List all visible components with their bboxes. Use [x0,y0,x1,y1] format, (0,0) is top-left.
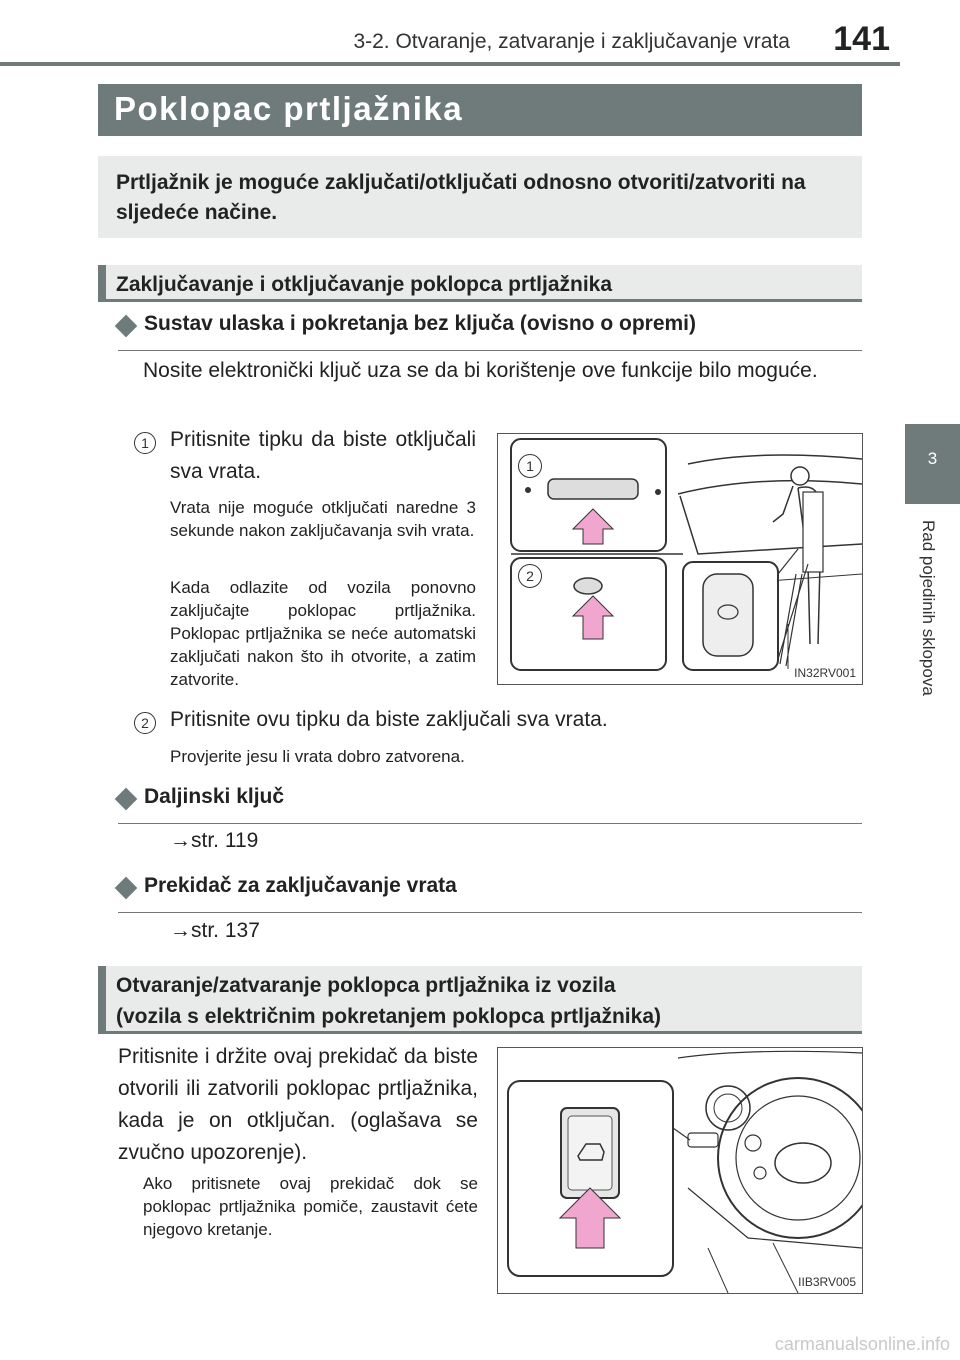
step-number-1: 1 [134,432,156,454]
section-heading-text: Zaključavanje i otključavanje poklopca prtljažnika [116,273,613,296]
figure-trunk-buttons [497,433,863,685]
step-number-2: 2 [134,712,156,734]
subheading-text: Sustav ulaska i pokretanja bez ključa (ovisno o opremi) [144,312,696,335]
figure-trunk-switch [497,1047,863,1294]
figure-callout-1: 1 [518,454,542,478]
figure-code: IN32RV001 [794,666,856,680]
dashboard-illustration [498,1048,862,1293]
figure-callout-2: 2 [518,564,542,588]
trunk-illustration [498,434,862,684]
section-heading-line-1: Otvaranje/zatvaranje poklopca prtljažnika iz vozila [116,974,616,997]
remote-key-page-link[interactable]: →str. 119 [170,829,259,852]
page-title: Poklopac prtljažnika [114,90,464,127]
intro-text: Prtljažnik je moguće zaključati/otključati odnosno otvoriti/zatvoriti na sljedeće načine. [116,171,806,224]
page-title-bar [98,84,862,136]
intro-box [98,156,862,238]
door-lock-switch-page-link[interactable]: →str. 137 [170,919,260,942]
chapter-label: Rad pojedinih sklopova [919,520,938,696]
page-number: 141 [833,20,890,58]
section-heading-power-trunk [98,966,862,1034]
chapter-tab[interactable]: 3 [905,424,960,504]
watermark: carmanualsonline.info [774,1334,950,1354]
diamond-bullet-icon [115,788,138,811]
step-1-note-1: Vrata nije moguće otključati naredne 3 sekunde nakon zaključavanja svih vrata. [170,498,476,540]
power-trunk-text: Pritisnite i držite ovaj prekidač da biste otvorili ili zatvorili poklopac prtljažnika, kada je on otključan. (oglašava se zvučno upozorenje). [118,1045,478,1164]
smart-entry-text: Nosite elektronički ključ uza se da bi korištenje ove funkcije bilo moguće. [143,359,818,382]
header-rule [0,62,900,66]
step-1-note-2: Kada odlazite od vozila ponovno zaključajte poklopac prtljažnika. Poklopac prtljažnika se neće automatski zaključati nakon što ih otvorite, a zatim zatvorite. [170,578,476,689]
subheading-remote-key [118,785,862,824]
power-trunk-note: Ako pritisnete ovaj prekidač dok se poklopac prtljažnika pomiče, zaustavit ćete njegovo kretanje. [143,1174,478,1239]
step-1-text: Pritisnite tipku da biste otključali sva vrata. [170,428,476,483]
subheading-smart-entry [118,312,862,351]
step-2-note: Provjerite jesu li vrata dobro zatvorena. [170,747,465,766]
subheading-text: Prekidač za zaključavanje vrata [144,874,457,897]
figure-code: IIB3RV005 [798,1275,856,1289]
running-header: 3-2. Otvaranje, zatvaranje i zaključavanje vrata [353,30,790,53]
diamond-bullet-icon [115,315,138,338]
step-2-text: Pritisnite ovu tipku da biste zaključali sva vrata. [170,708,608,731]
subheading-text: Daljinski ključ [144,785,285,808]
subheading-door-lock-switch [118,874,862,913]
diamond-bullet-icon [115,877,138,900]
section-heading-line-2: (vozila s električnim pokretanjem poklopca prtljažnika) [116,1005,661,1028]
section-heading-lock-unlock [98,265,862,302]
